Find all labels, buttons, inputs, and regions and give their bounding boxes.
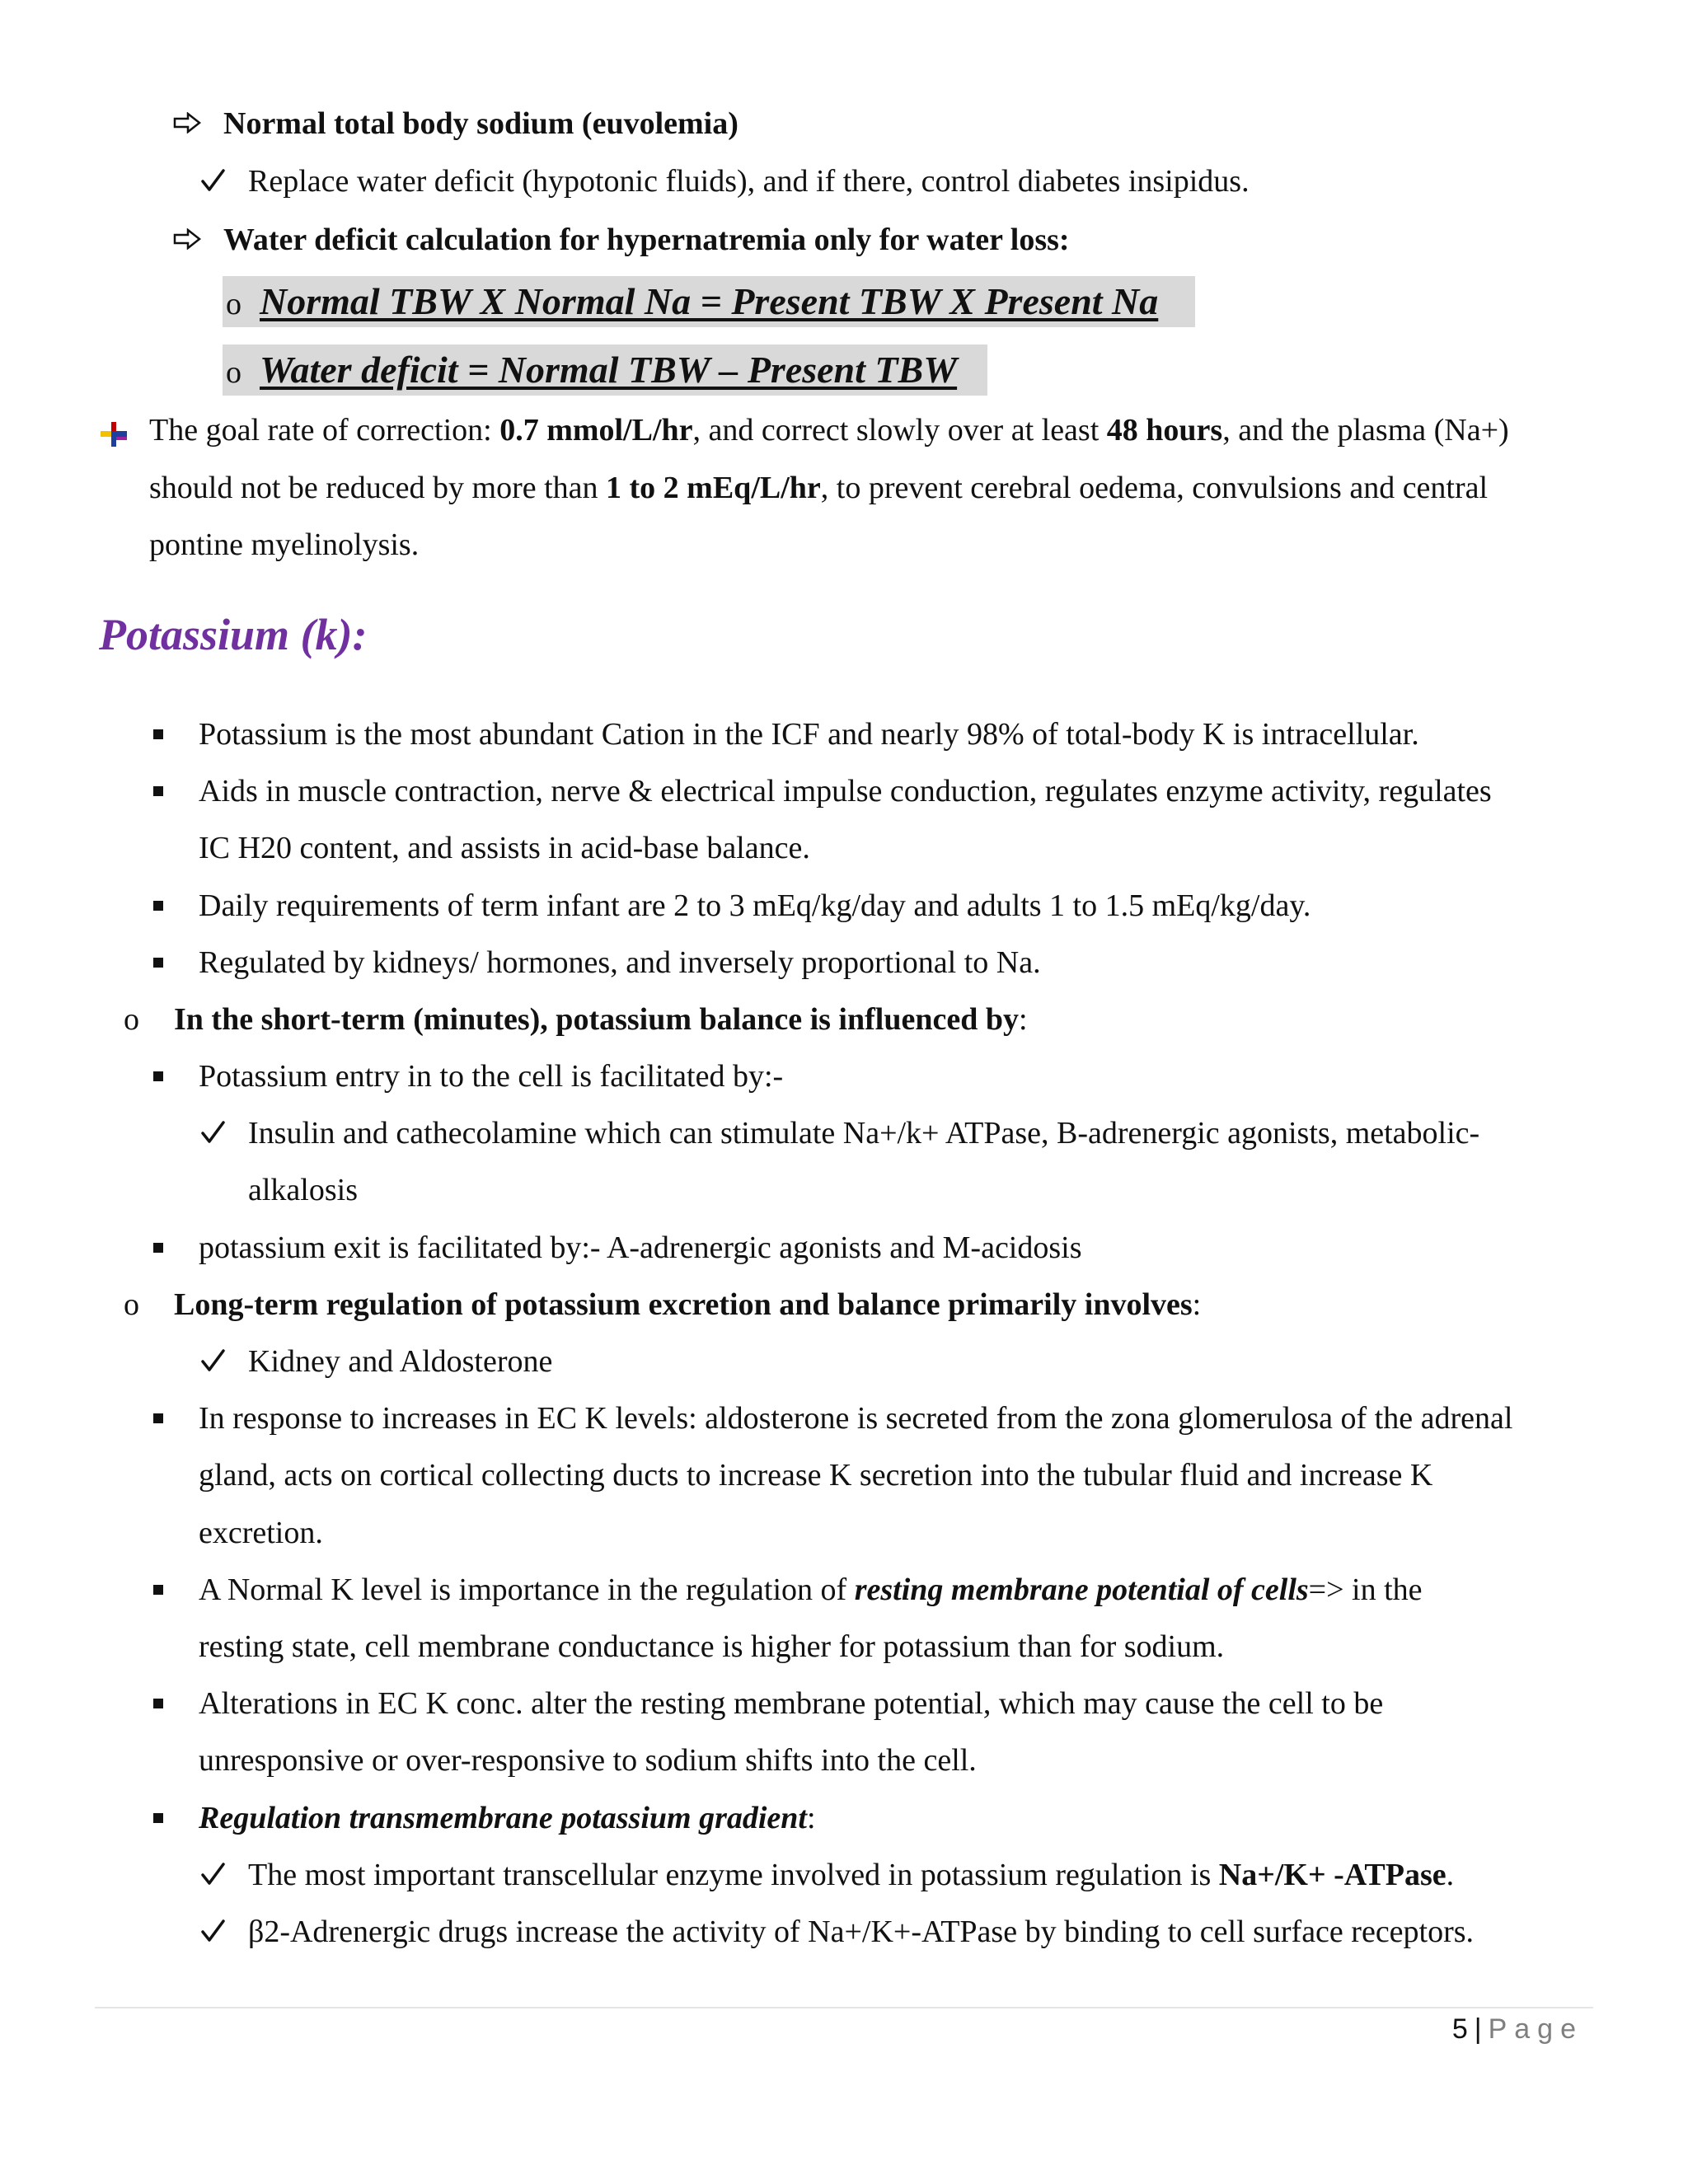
- list-item-text: Daily requirements of term infant are 2 to 3 mEq/kg/day and adults 1 to 1.5 mEq/kg/day.: [199, 888, 1311, 923]
- check-item: [0, 1340, 1688, 1383]
- list-item: [0, 1682, 1688, 1725]
- formula-text: Normal TBW X Normal Na = Present TBW X Present Na: [260, 280, 1159, 322]
- list-item-text: Potassium is the most abundant Cation in the ICF and nearly 98% of total-body K is intracellular.: [199, 717, 1419, 752]
- list-item-text: => in the: [1308, 1572, 1423, 1607]
- euvolemia-heading: Normal total body sodium (euvolemia): [223, 106, 738, 141]
- list-item-continuation: [0, 1739, 1688, 1782]
- list-item: [0, 884, 1688, 927]
- check-text: The most important transcellular enzyme involved in potassium regulation is: [248, 1858, 1219, 1892]
- list-item-text: Alterations in EC K conc. alter the resting membrane potential, which may cause the cell to be: [199, 1686, 1384, 1721]
- emphasis-text: resting membrane potential of cells: [854, 1572, 1309, 1607]
- arrow-item-euvolemia: [0, 102, 1688, 145]
- check-text: alkalosis: [248, 1173, 358, 1207]
- footer-divider: [95, 2007, 1593, 2008]
- arrow-icon: [173, 112, 201, 134]
- list-item-text: resting state, cell membrane conductance is higher for potassium than for sodium.: [199, 1629, 1225, 1664]
- check-text: Insulin and cathecolamine which can stimulate Na+/k+ ATPase, B-adrenergic agonists, metabolic-: [248, 1116, 1480, 1151]
- list-item: [0, 1055, 1688, 1098]
- goal-text: , and the plasma (Na+): [1222, 413, 1509, 448]
- checkmark-icon: [200, 1348, 225, 1373]
- square-bullet: [153, 1813, 163, 1823]
- goal-text: The goal rate of correction:: [149, 413, 500, 448]
- check-item-continuation: [0, 1169, 1688, 1212]
- square-bullet: [153, 1585, 163, 1595]
- list-item-continuation: [0, 1454, 1688, 1497]
- goal-rate-line-1: [0, 409, 1688, 452]
- square-bullet: [153, 1413, 163, 1423]
- goal-rate-line-2: [0, 466, 1688, 509]
- calculation-heading: Water deficit calculation for hypernatremia only for water loss:: [223, 223, 1070, 257]
- short-term-heading: In the short-term (minutes), potassium balance is influenced by: [174, 1002, 1019, 1037]
- square-bullet: [153, 1071, 163, 1081]
- square-bullet: [153, 901, 163, 911]
- list-item: [0, 1568, 1688, 1611]
- hollow-circle-bullet: o: [226, 287, 241, 321]
- colon: :: [806, 1801, 816, 1835]
- check-text: Kidney and Aldosterone: [248, 1344, 553, 1379]
- list-item-text: IC H20 content, and assists in acid-base balance.: [199, 831, 810, 865]
- checkmark-icon: [200, 1862, 225, 1886]
- square-bullet: [153, 1243, 163, 1253]
- cross-bullet-icon: [99, 417, 129, 460]
- colon: :: [1192, 1287, 1202, 1322]
- goal-rate-value: 0.7 mmol/L/hr: [499, 413, 693, 448]
- footer-separator: |: [1474, 2013, 1482, 2045]
- check-text: β2-Adrenergic drugs increase the activity of Na+/K+-ATPase by binding to cell surface receptors.: [248, 1915, 1475, 1949]
- section-heading-potassium: Potassium (k):: [99, 610, 368, 659]
- check-item-water-deficit: [0, 160, 1688, 203]
- list-item-text: potassium exit is facilitated by:- A-adrenergic agonists and M-acidosis: [199, 1230, 1082, 1265]
- hollow-circle-bullet: o: [226, 355, 241, 390]
- list-item-continuation: [0, 827, 1688, 869]
- page-number: 5: [1451, 2013, 1468, 2045]
- goal-text: pontine myelinolysis.: [149, 527, 420, 562]
- arrow-item-calculation: [0, 218, 1688, 261]
- goal-hours-value: 48 hours: [1106, 413, 1223, 448]
- check-text: Replace water deficit (hypotonic fluids), and if there, control diabetes insipidus.: [248, 164, 1250, 199]
- list-item-text: unresponsive or over-responsive to sodium shifts into the cell.: [199, 1743, 977, 1778]
- hollow-circle-bullet: o: [124, 1002, 139, 1037]
- goal-text: , and correct slowly over at least: [692, 413, 1107, 448]
- list-item-text: Regulated by kidneys/ hormones, and inversely proportional to Na.: [199, 945, 1041, 980]
- check-item: [0, 1910, 1688, 1953]
- list-item-text: In response to increases in EC K levels: aldosterone is secreted from the zona glomerulosa of the adrenal: [199, 1401, 1513, 1436]
- list-item: [0, 1797, 1688, 1840]
- list-item-text: gland, acts on cortical collecting ducts to increase K secretion into the tubular fluid and increase K: [199, 1458, 1433, 1493]
- list-item-continuation: [0, 1625, 1688, 1668]
- arrow-icon: [173, 228, 201, 250]
- regulation-heading: Regulation transmembrane potassium gradient: [199, 1801, 807, 1835]
- hollow-circle-bullet: o: [124, 1287, 139, 1322]
- long-term-heading: Long-term regulation of potassium excretion and balance primarily involves: [174, 1287, 1193, 1322]
- list-item: [0, 713, 1688, 756]
- list-item: [0, 1397, 1688, 1440]
- checkmark-icon: [200, 1919, 225, 1943]
- page-footer: [1452, 2011, 1583, 2047]
- list-item-text: Aids in muscle contraction, nerve & electrical impulse conduction, regulates enzyme activity, regulates: [199, 774, 1492, 808]
- goal-text: should not be reduced by more than: [149, 471, 607, 505]
- list-item: [0, 941, 1688, 984]
- page-label: Page: [1488, 2013, 1583, 2045]
- colon: :: [1018, 1002, 1028, 1037]
- list-item-continuation: [0, 1511, 1688, 1554]
- square-bullet: [153, 786, 163, 796]
- list-item-text: A Normal K level is importance in the regulation of: [199, 1572, 855, 1607]
- enzyme-name: Na+/K+ -ATPase: [1218, 1858, 1447, 1892]
- check-text: .: [1446, 1858, 1455, 1892]
- goal-limit-value: 1 to 2 mEq/L/hr: [606, 471, 821, 505]
- goal-rate-line-3: [0, 523, 1688, 566]
- formula-text: Water deficit = Normal TBW – Present TBW: [260, 349, 958, 391]
- checkmark-icon: [200, 1120, 225, 1145]
- list-item: [0, 770, 1688, 813]
- subsection-short-term: [0, 998, 1688, 1041]
- square-bullet: [153, 1699, 163, 1708]
- subsection-long-term: [0, 1283, 1688, 1326]
- checkmark-icon: [200, 168, 225, 193]
- list-item-text: Potassium entry in to the cell is facilitated by:-: [199, 1059, 784, 1094]
- square-bullet: [153, 729, 163, 739]
- check-item: [0, 1854, 1688, 1896]
- goal-text: , to prevent cerebral oedema, convulsions and central: [820, 471, 1489, 505]
- list-item: [0, 1226, 1688, 1269]
- check-item: [0, 1112, 1688, 1155]
- square-bullet: [153, 958, 163, 968]
- list-item-text: excretion.: [199, 1516, 323, 1550]
